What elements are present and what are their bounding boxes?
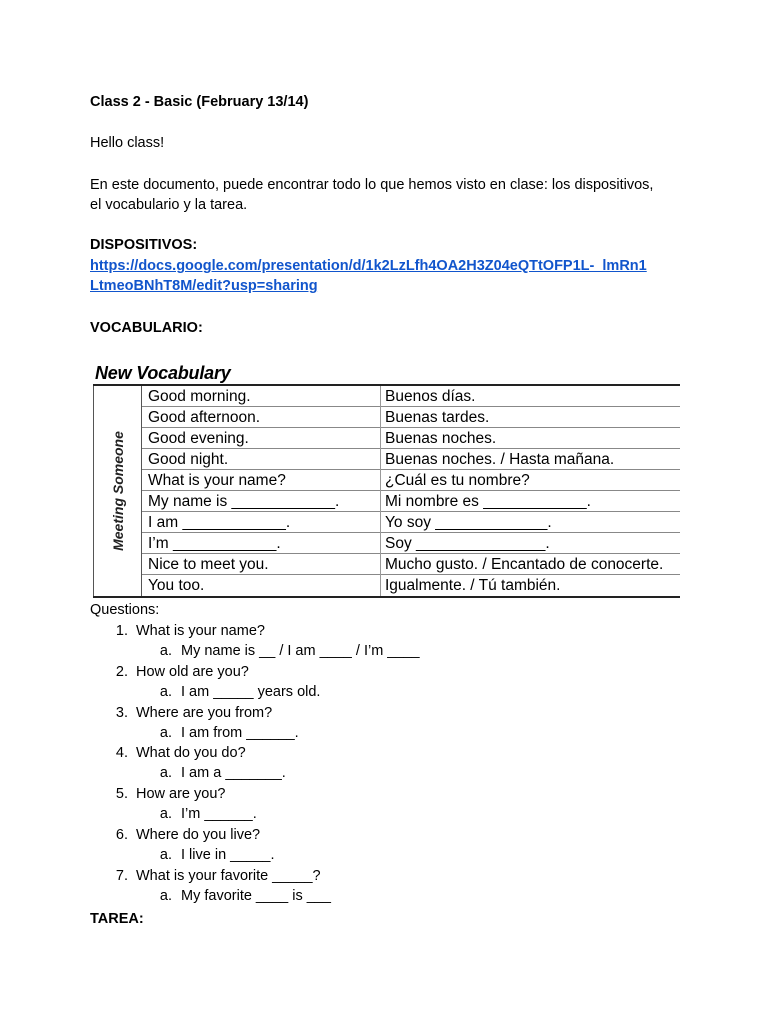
vocabulary-english: What is your name? xyxy=(148,472,286,489)
vocabulary-row xyxy=(142,407,680,428)
question-number: 2. xyxy=(115,664,128,680)
vocabulary-row xyxy=(142,449,680,470)
questions-label: Questions: xyxy=(90,602,160,618)
intro-line-2: el vocabulario y la tarea. xyxy=(90,197,248,213)
vocabulary-table xyxy=(93,384,680,598)
question-text: Where do you live? xyxy=(136,827,261,843)
answer-letter: a. xyxy=(159,725,172,741)
vocabulary-side-label: Meeting Someone xyxy=(109,431,126,551)
question-number: 3. xyxy=(115,705,128,721)
question-text: What do you do? xyxy=(136,745,246,761)
question-text: Where are you from? xyxy=(136,705,273,721)
answer-text: I am a _______. xyxy=(181,765,286,781)
question-text: How old are you? xyxy=(136,664,249,680)
dispositivos-heading: DISPOSITIVOS: xyxy=(90,237,198,253)
answer-text: I’m ______. xyxy=(181,806,257,822)
vocabulary-title: New Vocabulary xyxy=(95,363,231,383)
vocabulary-spanish: Mi nombre es ____________. xyxy=(385,493,591,510)
question-number: 5. xyxy=(115,786,128,802)
vocabulary-spanish: Buenas noches. xyxy=(385,430,497,447)
vocabulary-side-label-cell xyxy=(93,386,142,596)
answer-text: I am from ______. xyxy=(181,725,299,741)
vocabulary-row xyxy=(142,428,680,449)
presentation-link-line-1[interactable]: https://docs.google.com/presentation/d/1k2LzLfh4OA2H3Z04eQTtOFP1L-_lmRn1 xyxy=(90,258,647,274)
vocabulary-english: Good evening. xyxy=(148,430,249,447)
vocabulary-english: You too. xyxy=(148,577,205,594)
answer-letter: a. xyxy=(159,847,172,863)
question-text: What is your name? xyxy=(136,623,265,639)
answer-letter: a. xyxy=(159,765,172,781)
answer-text: I live in _____. xyxy=(181,847,275,863)
intro-line-1: En este documento, puede encontrar todo lo que hemos visto en clase: los dispositivos, xyxy=(90,177,654,193)
vocabulary-spanish: Igualmente. / Tú también. xyxy=(385,577,561,594)
vocabulary-english: Good morning. xyxy=(148,388,251,405)
vocabulary-row xyxy=(142,491,680,512)
vocabulary-table-image xyxy=(93,362,680,595)
question-text: What is your favorite _____? xyxy=(136,868,321,884)
vocabulary-spanish: Buenos días. xyxy=(385,388,476,405)
presentation-link-line-2[interactable]: LtmeoBNhT8M/edit?usp=sharing xyxy=(90,278,318,294)
answer-text: My favorite ____ is ___ xyxy=(181,888,331,904)
tarea-heading: TAREA: xyxy=(90,911,144,927)
vocabulary-row xyxy=(142,554,680,575)
vocabulary-english: Good night. xyxy=(148,451,229,468)
answer-letter: a. xyxy=(159,643,172,659)
vocabulary-english: Nice to meet you. xyxy=(148,556,269,573)
vocabulary-english: My name is ____________. xyxy=(148,493,340,510)
vocabulario-heading: VOCABULARIO: xyxy=(90,320,203,336)
answer-text: I am _____ years old. xyxy=(181,684,321,700)
vocabulary-spanish: Buenas tardes. xyxy=(385,409,490,426)
answer-letter: a. xyxy=(159,806,172,822)
vocabulary-row xyxy=(142,512,680,533)
answer-letter: a. xyxy=(159,888,172,904)
question-number: 6. xyxy=(115,827,128,843)
doc-title: Class 2 - Basic (February 13/14) xyxy=(90,94,309,110)
vocabulary-spanish: Buenas noches. / Hasta mañana. xyxy=(385,451,615,468)
vocabulary-row xyxy=(142,386,680,407)
greeting: Hello class! xyxy=(90,135,165,151)
vocabulary-spanish: ¿Cuál es tu nombre? xyxy=(385,472,530,489)
vocabulary-row xyxy=(142,575,680,596)
question-number: 7. xyxy=(115,868,128,884)
vocabulary-row xyxy=(142,533,680,554)
vocabulary-row xyxy=(142,470,680,491)
column-divider xyxy=(380,386,381,596)
answer-text: My name is __ / I am ____ / I’m ____ xyxy=(181,643,420,659)
question-text: How are you? xyxy=(136,786,226,802)
vocabulary-english: I’m ____________. xyxy=(148,535,281,552)
vocabulary-spanish: Mucho gusto. / Encantado de conocerte. xyxy=(385,556,664,573)
answer-letter: a. xyxy=(159,684,172,700)
vocabulary-english: I am ____________. xyxy=(148,514,291,531)
vocabulary-spanish: Yo soy _____________. xyxy=(385,514,552,531)
vocabulary-english: Good afternoon. xyxy=(148,409,261,426)
vocabulary-spanish: Soy _______________. xyxy=(385,535,550,552)
question-number: 4. xyxy=(115,745,128,761)
question-number: 1. xyxy=(115,623,128,639)
